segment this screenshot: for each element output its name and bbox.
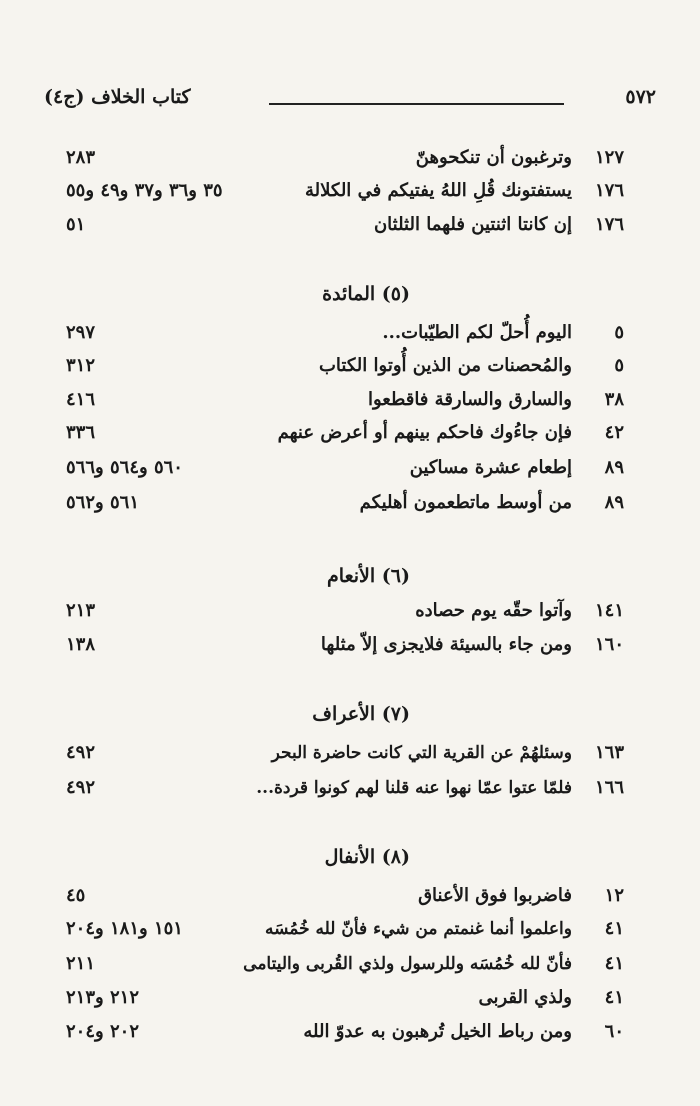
verse-number: ٤١: [604, 987, 624, 1008]
verse-number: ١٤١: [594, 600, 624, 621]
verse-text: والسارق والسارقة فاقطعوا: [367, 389, 572, 410]
index-row: [66, 1019, 624, 1045]
verse-text: فاضربوا فوق الأعناق: [418, 885, 572, 906]
verse-number: ٨٩: [604, 457, 624, 478]
index-row: [66, 353, 624, 379]
verse-number: ٨٩: [604, 492, 624, 513]
page-reference: ٤٩٢: [66, 742, 96, 763]
page-reference: ٤٥: [66, 885, 86, 906]
verse-text: إطعام عشرة مساكين: [409, 457, 572, 478]
index-row: [66, 490, 624, 516]
verse-text: يستفتونك قُلِ اللهُ يفتيكم في الكلالة: [305, 180, 572, 201]
section-title: (٥) المائدة: [322, 283, 410, 305]
verse-text: ومن رباط الخيل تُرهبون به عدوّ الله: [303, 1021, 572, 1042]
page-reference: ٤٩٢: [66, 777, 96, 798]
page-reference: ٢١٢ و٢١٣: [66, 987, 139, 1008]
page-reference: ١٥١ و١٨١ و٢٠٤: [66, 918, 183, 939]
section-title: (٨) الأنفال: [324, 846, 410, 868]
index-row: [66, 883, 624, 909]
verse-number: ١٢: [604, 885, 624, 906]
page-reference: ٣١٢: [66, 355, 96, 376]
index-row: [66, 916, 624, 942]
index-row: [66, 420, 624, 446]
index-row: [66, 985, 624, 1011]
index-row: [66, 455, 624, 481]
section-title: (٧) الأعراف: [312, 703, 410, 725]
verse-text: ومن جاء بالسيئة فلايجزى إلاّ مثلها: [320, 634, 572, 655]
page-reference: ٣٣٦: [66, 422, 96, 443]
page-reference: ٢٠٢ و٢٠٤: [66, 1021, 139, 1042]
index-row: [66, 387, 624, 413]
index-row: [66, 598, 624, 624]
verse-text: فلمّا عتوا عمّا نهوا عنه قلنا لهم كونوا قردة...: [256, 778, 572, 798]
verse-text: فإن جاءُوك فاحكم بينهم أو أعرض عنهم: [277, 422, 572, 443]
verse-number: ١٦٠: [594, 634, 624, 655]
verse-number: ١٧٦: [594, 214, 624, 235]
verse-text: فأنّ لله خُمُسَه وللرسول ولذي القُربى واليتامى: [243, 954, 572, 974]
section-title: (٦) الأنعام: [327, 565, 410, 587]
book-title: كتاب الخلاف (ج٤): [44, 86, 191, 108]
verse-text: وسئلهُمْ عن القرية التي كانت حاضرة البحر: [271, 743, 572, 763]
page-reference: ٢٨٣: [66, 147, 96, 168]
verse-text: وآتوا حقّه يوم حصاده: [415, 600, 572, 621]
verse-number: ١٦٦: [594, 777, 624, 798]
verse-number: ٥: [614, 322, 624, 343]
verse-text: اليوم أُحلّ لكم الطيّبات...: [382, 322, 572, 343]
page-reference: ٣٥ و٣٦ و٣٧ و٤٩ و٥٥: [66, 180, 223, 201]
verse-text: واعلموا أنما غنمتم من شيء فأنّ لله خُمُسَه: [264, 919, 572, 939]
verse-text: وترغبون أن تنكحوهنّ: [415, 147, 572, 168]
verse-text: إن كانتا اثنتين فلهما الثلثان: [373, 214, 572, 235]
page-number: ٥٧٢: [625, 86, 656, 108]
verse-number: ٥: [614, 355, 624, 376]
page-header: [44, 86, 656, 118]
page-reference: ٥٦١ و٥٦٢: [66, 492, 139, 513]
index-row: [66, 145, 624, 171]
verse-number: ٤١: [604, 953, 624, 974]
page-reference: ٢١١: [66, 953, 96, 974]
verse-number: ٤١: [604, 918, 624, 939]
index-row: [66, 951, 624, 977]
page-reference: ٥١: [66, 214, 86, 235]
index-row: [66, 740, 624, 766]
index-row: [66, 212, 624, 238]
header-rule: [269, 103, 564, 105]
verse-text: من أوسط ماتطعمون أهليكم: [359, 492, 572, 513]
index-row: [66, 775, 624, 801]
page-reference: ٢٩٧: [66, 322, 96, 343]
verse-number: ١٦٣: [594, 742, 624, 763]
verse-number: ١٧٦: [594, 180, 624, 201]
page-reference: ٤١٦: [66, 389, 96, 410]
verse-number: ٣٨: [604, 389, 624, 410]
verse-text: والمُحصنات من الذين أُوتوا الكتاب: [318, 355, 572, 376]
page-reference: ٥٦٠ و٥٦٤ و٥٦٦: [66, 457, 183, 478]
index-row: [66, 632, 624, 658]
verse-number: ١٢٧: [594, 147, 624, 168]
page-reference: ١٣٨: [66, 634, 96, 655]
index-row: [66, 178, 624, 204]
verse-text: ولذي القربى: [478, 987, 572, 1008]
page-reference: ٢١٣: [66, 600, 96, 621]
verse-number: ٤٢: [604, 422, 624, 443]
index-row: [66, 320, 624, 346]
verse-number: ٦٠: [604, 1021, 624, 1042]
